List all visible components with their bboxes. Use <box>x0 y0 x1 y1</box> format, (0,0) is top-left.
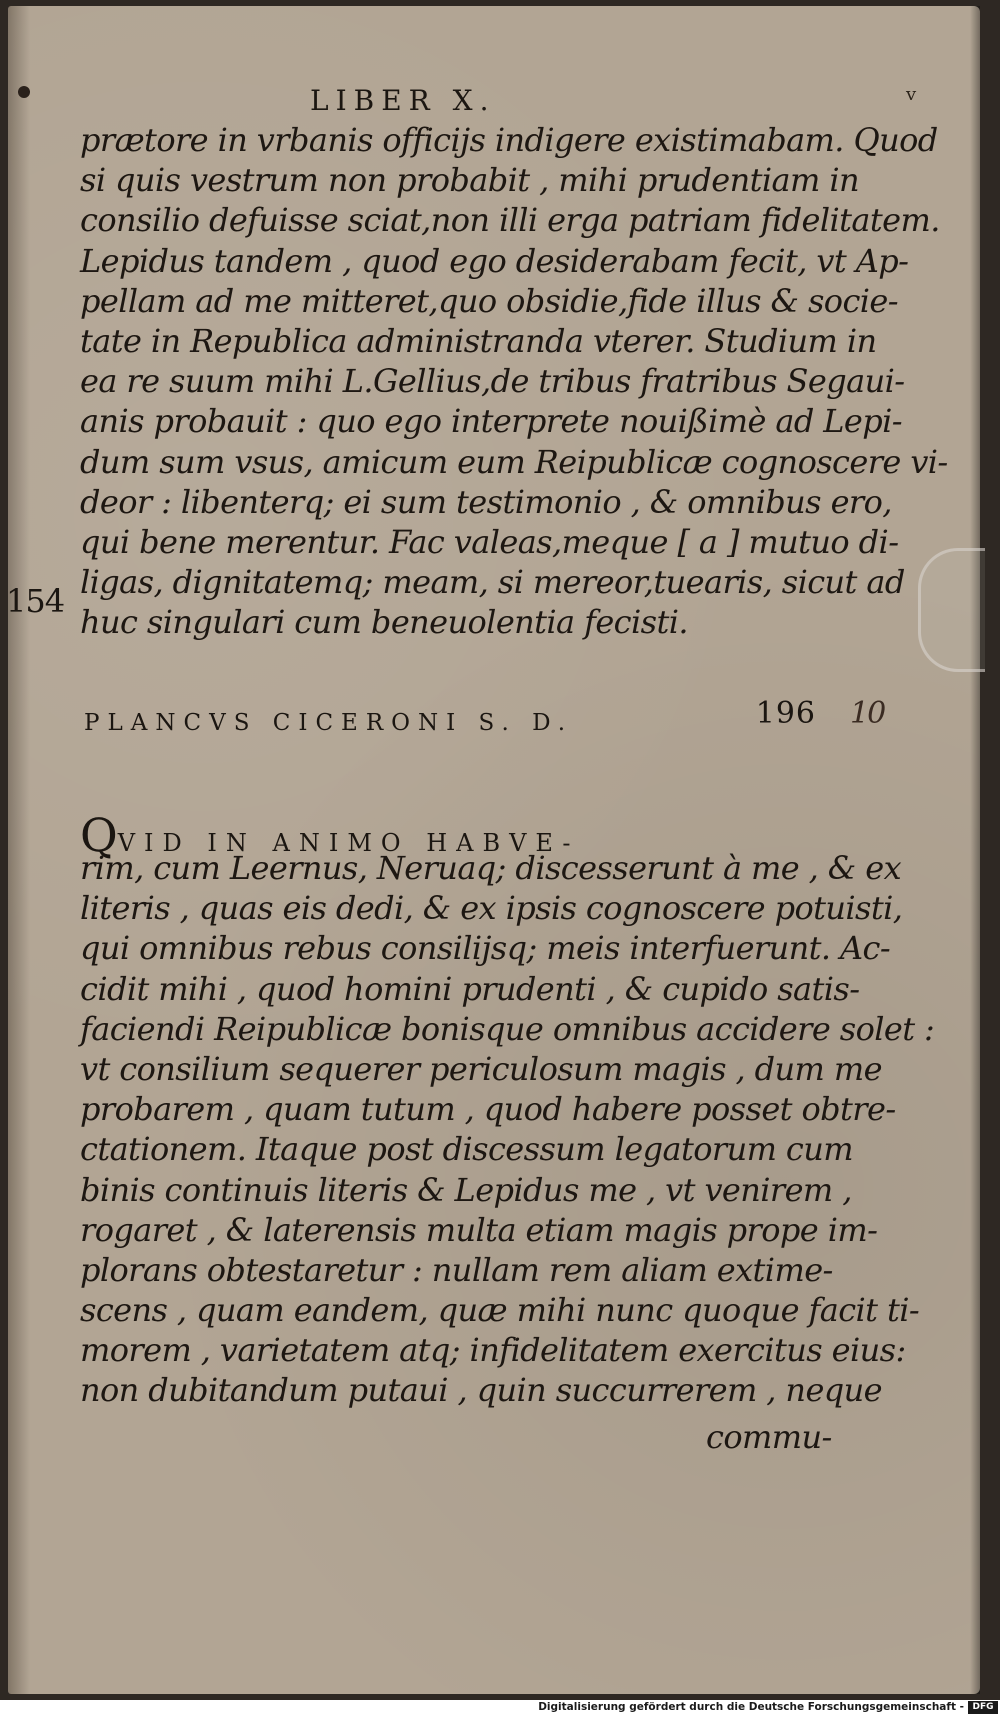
margin-line-number: 154 <box>6 582 65 620</box>
letter-1-line: deor : libenterq; ei sum testimonio , & omnibus ero, <box>80 482 892 521</box>
letter-2-heading <box>84 696 824 736</box>
ink-dot <box>18 86 30 98</box>
letter-1-line: consilio defuisse sciat,non illi erga patriam fidelitatem. <box>80 201 940 240</box>
letter-1-text <box>80 120 948 642</box>
dfg-logo: DFG <box>968 1701 998 1714</box>
letter-2-line: vt consilium sequerer periculosum magis , dum me <box>80 1049 882 1088</box>
handwritten-margin-note: 10 <box>850 696 885 731</box>
letter-1-line: ligas, dignitatemq; meam, si mereor,tuearis, sicut ad <box>80 563 905 602</box>
letter-2-line: binis continuis literis & Lepidus me , vt venirem , <box>80 1170 852 1209</box>
letter-1-line: pellam ad me mitteret,quo obsidie,fide illus & socie- <box>80 281 898 320</box>
initial-letter: Q <box>80 808 118 862</box>
letter-1-line: ea re suum mihi L.Gellius,de tribus fratribus Segaui- <box>80 362 905 401</box>
letter-2-line: literis , quas eis dedi, & ex ipsis cognoscere potuisti, <box>80 889 903 928</box>
letter-2-line: probarem , quam tutum , quod habere posset obtre- <box>80 1090 896 1129</box>
letter-2-line: faciendi Reipublicæ bonisque omnibus accidere solet : <box>80 1009 935 1048</box>
footer-credit: Digitalisierung gefördert durch die Deutsche Forschungsgemeinschaft - <box>538 1701 964 1713</box>
footer <box>0 1700 1000 1716</box>
running-title: LIBER X. <box>310 84 496 117</box>
letter-2-line: cidit mihi , quod homini prudenti , & cupido satis- <box>80 969 860 1008</box>
letter-1-line: Lepidus tandem , quod ego desiderabam fecit, vt Ap- <box>80 241 909 280</box>
book-clasp <box>918 548 985 672</box>
letter-1-line: qui bene merentur. Fac valeas,meque [ a ] mutuo di- <box>80 522 899 561</box>
letter-1-line: huc singulari cum beneuolentia fecisti. <box>80 603 688 642</box>
letter-number: 196 <box>755 696 816 731</box>
letter-1-line: si quis vestrum non probabit , mihi prudentiam in <box>80 161 859 200</box>
letter-2-line: ctationem. Itaque post discessum legatorum cum <box>80 1130 853 1169</box>
letter-2-line: morem , varietatem atq; infidelitatem exercitus eius: <box>80 1331 906 1370</box>
corner-mark: v <box>906 84 917 105</box>
opening-caps: VID IN ANIMO HABVE- <box>117 829 580 857</box>
letter-2-line: rogaret , & laterensis multa etiam magis prope im- <box>80 1210 878 1249</box>
letter-2-line: scens , quam eandem, quæ mihi nunc quoque facit ti- <box>80 1291 920 1330</box>
letter-1-line: dum sum vsus, amicum eum Reipublicæ cognoscere vi- <box>80 442 948 481</box>
letter-2-text <box>80 848 935 1411</box>
letter-2-heading-text: PLANCVS CICERONI S. D. <box>84 710 574 736</box>
letter-2-line: plorans obtestaretur : nullam rem aliam extime- <box>80 1250 833 1289</box>
letter-2-line: non dubitandum putaui , quin succurrerem , neque <box>80 1371 883 1410</box>
letter-1-line: tate in Republica administranda vterer. Studium in <box>80 321 877 360</box>
letter-1-line: prætore in vrbanis officijs indigere existimabam. Quod <box>80 121 938 159</box>
letter-2-line: rim, cum Leernus, Neruaq; discesserunt à me , & ex <box>80 849 902 887</box>
page-edge-shadow <box>970 6 980 1694</box>
catchword: commu- <box>706 1418 832 1456</box>
letter-1-line: anis probauit : quo ego interprete nouißimè ad Lepi- <box>80 402 903 441</box>
letter-2-line: qui omnibus rebus consilijsq; meis interfuerunt. Ac- <box>80 929 891 968</box>
